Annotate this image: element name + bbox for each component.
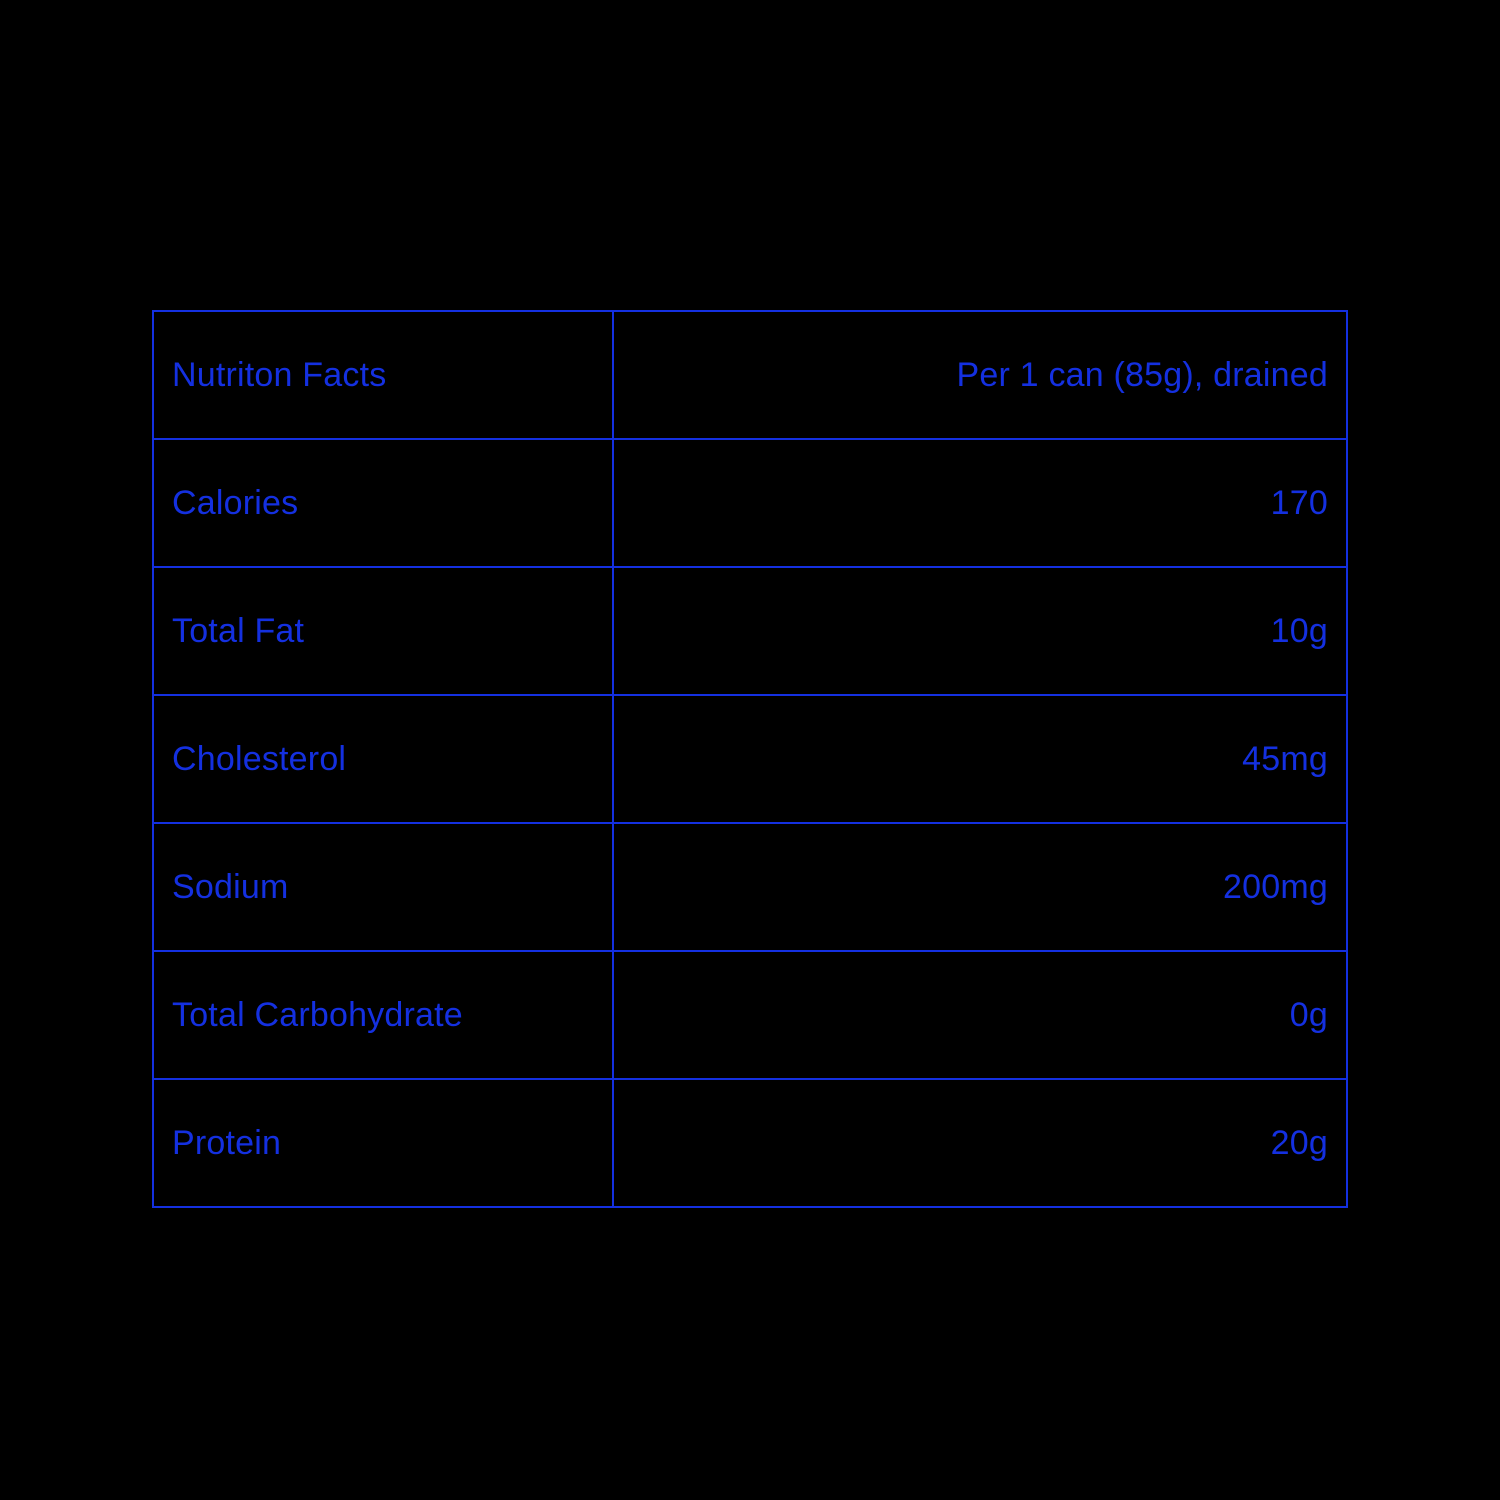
nutrient-value-cholesterol: 45mg bbox=[613, 695, 1347, 823]
table-row bbox=[153, 951, 1347, 1079]
nutrient-label-total-carbohydrate: Total Carbohydrate bbox=[153, 951, 613, 1079]
table-header-row bbox=[153, 311, 1347, 439]
nutrient-label-cholesterol: Cholesterol bbox=[153, 695, 613, 823]
nutrient-label-total-fat: Total Fat bbox=[153, 567, 613, 695]
nutrient-label-calories: Calories bbox=[153, 439, 613, 567]
nutrient-value-calories: 170 bbox=[613, 439, 1347, 567]
table-row bbox=[153, 695, 1347, 823]
nutrient-value-sodium: 200mg bbox=[613, 823, 1347, 951]
table-row bbox=[153, 823, 1347, 951]
nutrition-facts-title: Nutriton Facts bbox=[153, 311, 613, 439]
table-row bbox=[153, 567, 1347, 695]
nutrient-value-total-fat: 10g bbox=[613, 567, 1347, 695]
table-row bbox=[153, 439, 1347, 567]
nutrient-value-protein: 20g bbox=[613, 1079, 1347, 1207]
nutrient-label-protein: Protein bbox=[153, 1079, 613, 1207]
serving-size-value: Per 1 can (85g), drained bbox=[613, 311, 1347, 439]
nutrition-facts-table bbox=[152, 310, 1348, 1208]
nutrient-label-sodium: Sodium bbox=[153, 823, 613, 951]
nutrient-value-total-carbohydrate: 0g bbox=[613, 951, 1347, 1079]
table-row bbox=[153, 1079, 1347, 1207]
